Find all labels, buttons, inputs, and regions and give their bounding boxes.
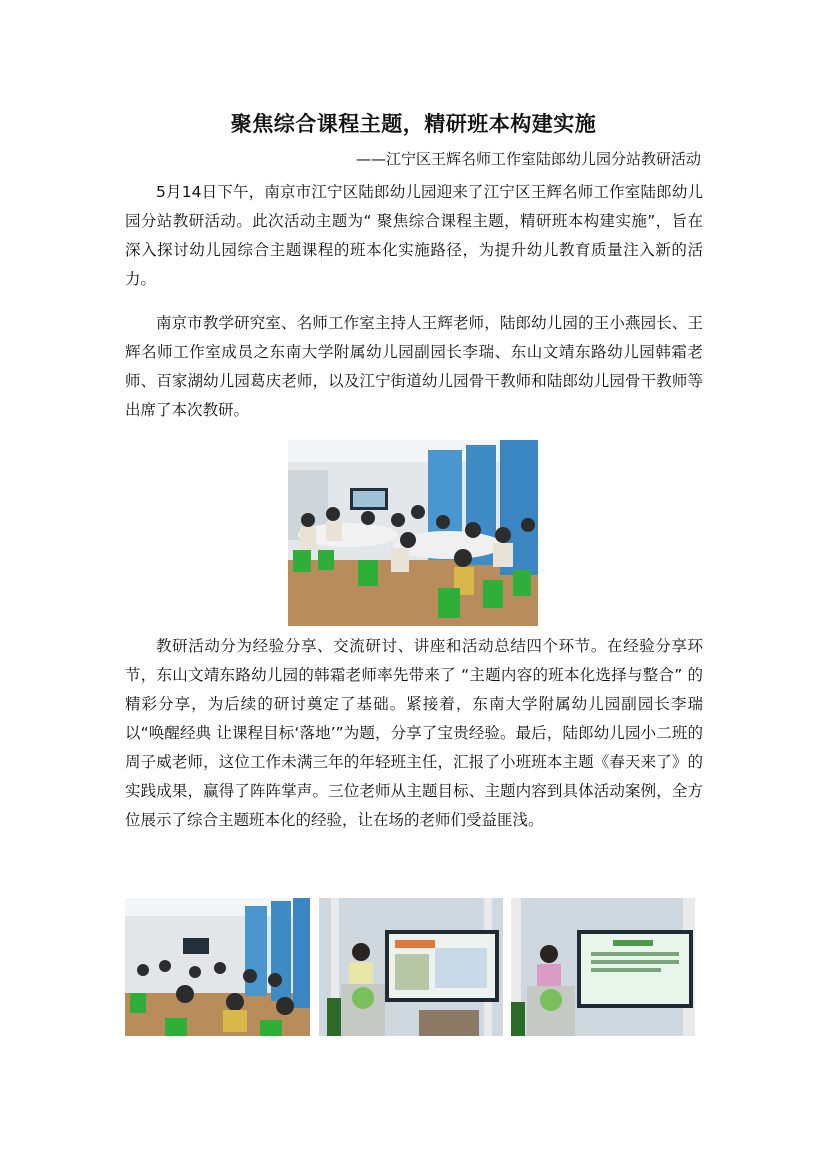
photo-meeting-room: [288, 440, 538, 626]
paragraph-attendees: 南京市教学研究室、名师工作室主持人王辉老师，陆郎幼儿园的王小燕园长、王辉名师工作室成员之东南大学附属幼儿园副园长李瑞、东山文靖东路幼儿园韩霜老师、百家湖幼儿园葛庆老师，以及江宁街道幼儿园骨干教师和陆郎幼儿园骨干教师等出席了本次教研。: [125, 314, 703, 419]
photo-participants: [125, 898, 310, 1036]
paragraph-intro: 5月14日下午，南京市江宁区陆郎幼儿园迎来了江宁区王辉名师工作室陆郎幼儿园分站教研活动。此次活动主题为“ 聚焦综合课程主题，精研班本构建实施”，旨在深入探讨幼儿园综合主题课程的班本化实施路径，为提升幼儿教育质量注入新的活力。: [125, 183, 703, 288]
photo-speaker-2: [511, 898, 695, 1036]
paragraph-activity: 教研活动分为经验分享、交流研讨、讲座和活动总结四个环节。在经验分享环节，东山文靖东路幼儿园的韩霜老师率先带来了 “主题内容的班本化选择与整合” 的精彩分享，为后续的研讨奠定了基础。紧接着，东南大学附属幼儿园副园长李瑞以“唤醒经典 让课程目标‘落地’”为题，分享了宝贵经验。最后，陆郎幼儿园小二班的周子威老师，这位工作未满三年的年轻班主任，汇报了小班班本主题《春天来了》的实践成果，赢得了阵阵掌声。三位老师从主题目标、主题内容到具体活动案例，全方位展示了综合主题班本化的经验，让在场的老师们受益匪浅。: [125, 637, 703, 829]
photo-speaker-1: [319, 898, 503, 1036]
article-title: 聚焦综合课程主题，精研班本构建实施: [230, 111, 597, 136]
article-subtitle: ——江宁区王辉名师工作室陆郎幼儿园分站教研活动: [355, 150, 701, 168]
